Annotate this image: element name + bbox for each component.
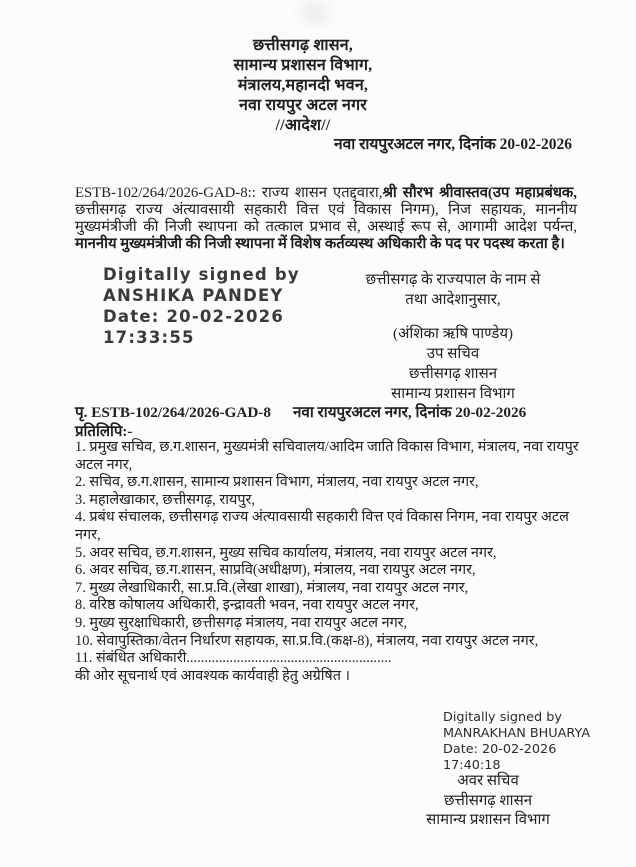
letterhead-building-line: मंत्रालय,महानदी भवन, xyxy=(237,77,369,94)
letterhead-govt-line: छत्तीसगढ़ शासन, xyxy=(253,37,353,54)
scan-smudge xyxy=(300,0,330,26)
authority-gap xyxy=(332,310,574,324)
authority-block xyxy=(332,270,574,404)
distribution-list xyxy=(75,439,580,685)
copy-item-7: 7. मुख्य लेखाधिकारी, सा.प्र.वि.(लेखा शाखा), मंत्रालय, नवा रायपुर अटल नगर, xyxy=(75,579,469,596)
copy-item-5: 5. अवर सचिव, छ.ग.शासन, मुख्य सचिव कार्यालय, मंत्रालय, नवा रायपुर अटल नगर, xyxy=(75,544,497,561)
footer-designation-block xyxy=(388,772,588,831)
signature1-label: Digitally signed by xyxy=(103,265,300,284)
order-officer-name: श्री सौरभ श्रीवास्तव(उप महाप्रबंधक, xyxy=(382,184,577,201)
issue-dateline: नवा रायपुरअटल नगर, दिनांक 20-02-2026 xyxy=(333,136,572,153)
signatory-name: (अंशिका ऋषि पाण्डेय) xyxy=(392,326,514,342)
endorsement-ref-number: पृ. ESTB-102/264/2026-GAD-8 xyxy=(75,404,271,421)
letterhead-dept-line: सामान्य प्रशासन विभाग, xyxy=(233,57,373,74)
copy-item-8: 8. वरिष्ठ कोषालय अधिकारी, इन्द्रावती भवन, नवा रायपुर अटल नगर, xyxy=(75,597,419,614)
authority-governor-line: छत्तीसगढ़ के राज्यपाल के नाम से xyxy=(365,272,541,288)
endorsement-refline xyxy=(75,402,595,422)
copy-to-label: प्रतिलिपि:- xyxy=(75,424,133,440)
copy-item-2: 2. सचिव, छ.ग.शासन, सामान्य प्रशासन विभाग, मंत्रालय, नवा रायपुर अटल नगर, xyxy=(75,474,479,491)
copy-item-3: 3. महालेखाकार, छत्तीसगढ़, रायपुर, xyxy=(75,491,255,508)
signature2-label: Digitally signed by xyxy=(443,710,562,725)
order-title: //आदेश// xyxy=(275,117,331,134)
copy-item-1: 1. प्रमुख सचिव, छ.ग.शासन, मुख्यमंत्री सचिवालय/आदिम जाति विकास विभाग, मंत्रालय, नवा रायपुर अटल नगर, xyxy=(75,439,579,473)
forward-note: की ओर सूचनार्थ एवं आवश्यक कार्यवाही हेतु अग्रेषित । xyxy=(75,667,351,684)
signatory-govt: छत्तीसगढ़ शासन xyxy=(408,366,498,382)
signature2-date: Date: 20-02-2026 xyxy=(443,742,557,757)
copy-item-11: 11. संबंधित अधिकारी......................................................... xyxy=(75,650,392,667)
order-body-text: छत्तीसगढ़ राज्य अंत्यावसायी सहकारी वित्त एवं विकास निगम), निज सहायक, माननीय मुख्यमंत्रीजी की निजी स्थापना को तत्काल प्रभाव से, अस्थाई रूप से, आगामी आदेश पर्यन्त, xyxy=(75,202,577,236)
letterhead-city-line: नवा रायपुर अटल नगर xyxy=(238,97,368,114)
digital-signature-manrakhan-bhuarya xyxy=(443,710,590,774)
digital-signature-anshika-pandey xyxy=(103,264,300,348)
signatory-designation: उप सचिव xyxy=(426,346,480,362)
endorsement-place-date: नवा रायपुरअटल नगर, दिनांक 20-02-2026 xyxy=(292,404,527,421)
authority-by-order-line: तथा आदेशानुसार, xyxy=(405,292,501,308)
signature1-time: 17:33:55 xyxy=(103,328,195,347)
copy-item-10: 10. सेवापुस्तिका/वेतन निर्धारण सहायक, सा.प्र.वि.(कक्ष-8), मंत्रालय, नवा रायपुर अटल नगर, xyxy=(75,632,539,649)
signature1-name: ANSHIKA PANDEY xyxy=(103,286,284,305)
order-ref-and-intro: ESTB-102/264/2026-GAD-8:: राज्य शासन एतद्द्वारा, xyxy=(75,184,383,201)
footer-designation: अवर सचिव xyxy=(457,773,519,789)
footer-govt: छत्तीसगढ़ शासन xyxy=(443,792,533,809)
signatory-dept: सामान्य प्रशासन विभाग xyxy=(391,386,515,402)
order-posting-clause: माननीय मुख्यमंत्रीजी की निजी स्थापना में विशेष कर्तव्यस्थ अधिकारी के पद पर पदस्थ करता है। xyxy=(75,236,565,253)
copy-item-4: 4. प्रबंध संचालक, छत्तीसगढ़ राज्य अंत्यावसायी सहकारी वित्त एवं विकास निगम, नवा रायपुर अटल नगर, xyxy=(75,509,569,543)
signature2-time: 17:40:18 xyxy=(443,758,501,773)
copy-item-9: 9. मुख्य सुरक्षाधिकारी, छत्तीसगढ़ मंत्रालय, नवा रायपुर अटल नगर, xyxy=(75,614,408,631)
footer-dept: सामान्य प्रशासन विभाग xyxy=(426,812,550,828)
order-paragraph xyxy=(75,185,577,254)
copy-item-6: 6. अवर सचिव, छ.ग.शासन, साप्रवि(अधीक्षण), मंत्रालय, नवा रायपुर अटल नगर, xyxy=(75,562,476,579)
letterhead xyxy=(18,36,588,136)
signature2-name: MANRAKHAN BHUARYA xyxy=(443,726,591,741)
signature1-date: Date: 20-02-2026 xyxy=(103,307,284,326)
